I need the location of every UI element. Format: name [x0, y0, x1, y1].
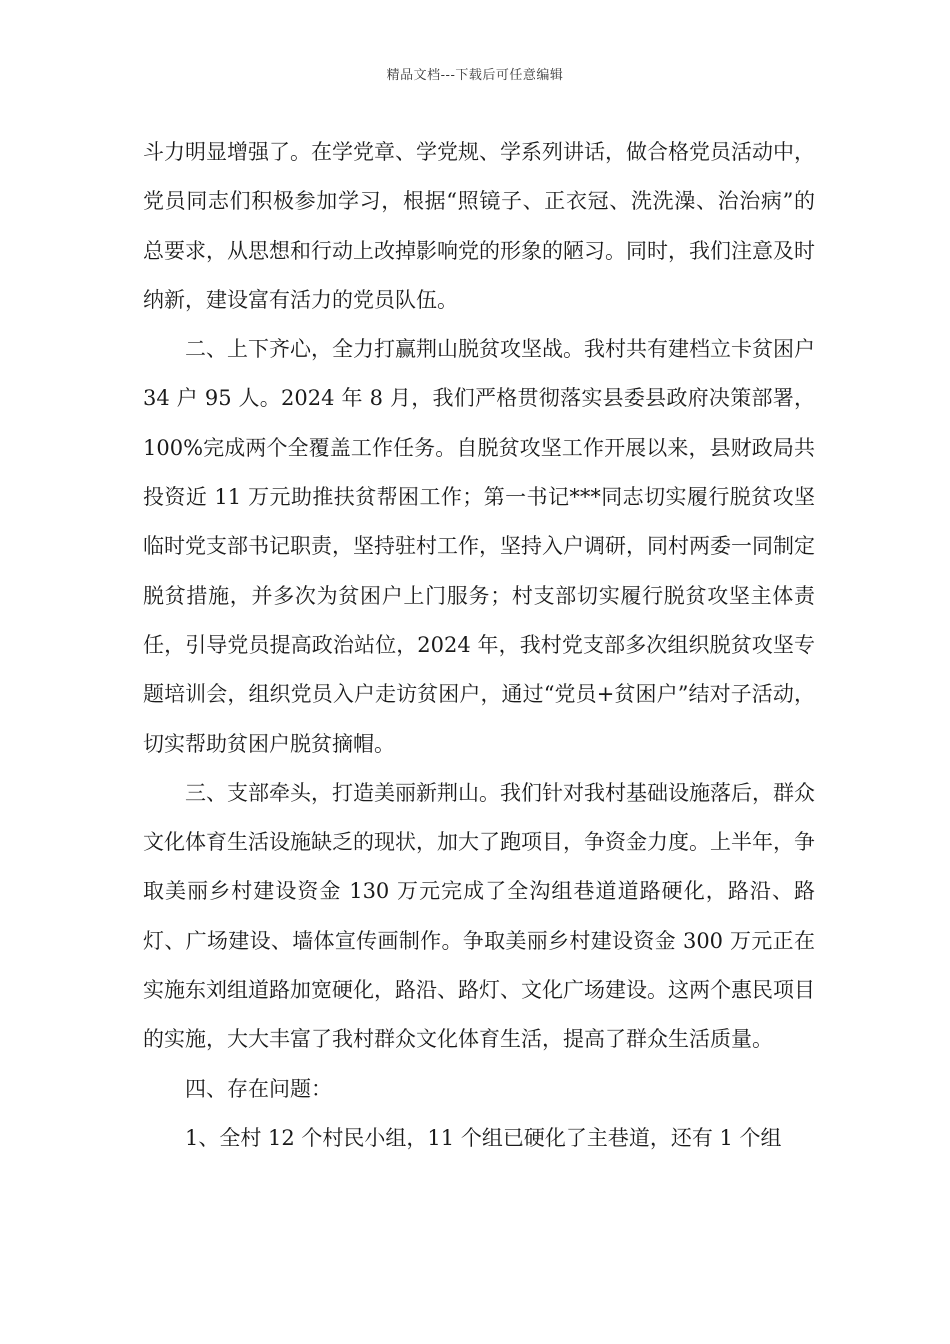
- paragraph-problem-1: 1、全村 12 个村民小组，11 个组已硬化了主巷道，还有 1 个组: [185, 1125, 782, 1150]
- paragraph-poverty-alleviation: 二、上下齐心，全力打赢荆山脱贫攻坚战。我村共有建档立卡贫困户 34 户 95 人。2024 年 8 月，我们严格贯彻落实县委县政府决策部署，100%完成两个全覆盖工作任务。自脱贫攻坚工作开展以来，县财政局共投资近 11 万元助推扶贫帮困工作；第一书记***同志切实履行脱贫攻坚临时党支部书记职责，坚持驻村工作，坚持入户调研，同村两委一同制定脱贫措施，并多次为贫困户上门服务；村支部切实履行脱贫攻坚主体责任，引导党员提高政治站位，2024 年，我村党支部多次组织脱贫攻坚专题培训会，组织党员入户走访贫困户，通过“党员+贫困户”结对子活动，切实帮助贫困户脱贫摘帽。: [143, 337, 815, 756]
- page-header: 精品文档---下载后可任意编辑: [386, 68, 564, 83]
- document-body: [143, 128, 815, 1163]
- paragraph-beautiful-village: 三、支部牵头，打造美丽新荆山。我们针对我村基础设施落后，群众文化体育生活设施缺乏的现状，加大了跑项目，争资金力度。上半年，争取美丽乡村建设资金 130 万元完成了全沟组巷道道路硬化，路沿、路灯、广场建设、墙体宣传画制作。争取美丽乡村建设资金 300 万元正在实施东刘组道路加宽硬化，路沿、路灯、文化广场建设。这两个惠民项目的实施，大大丰富了我村群众文化体育生活，提高了群众生活质量。: [143, 780, 815, 1052]
- paragraph-party-building: 斗力明显增强了。在学党章、学党规、学系列讲话，做合格党员活动中，党员同志们积极参加学习，根据“照镜子、正衣冠、洗洗澡、治治病”的总要求，从思想和行动上改掉影响党的形象的陋习。同时，我们注意及时纳新，建设富有活力的党员队伍。: [143, 140, 815, 312]
- paragraph-problems-heading: 四、存在问题：: [185, 1076, 332, 1101]
